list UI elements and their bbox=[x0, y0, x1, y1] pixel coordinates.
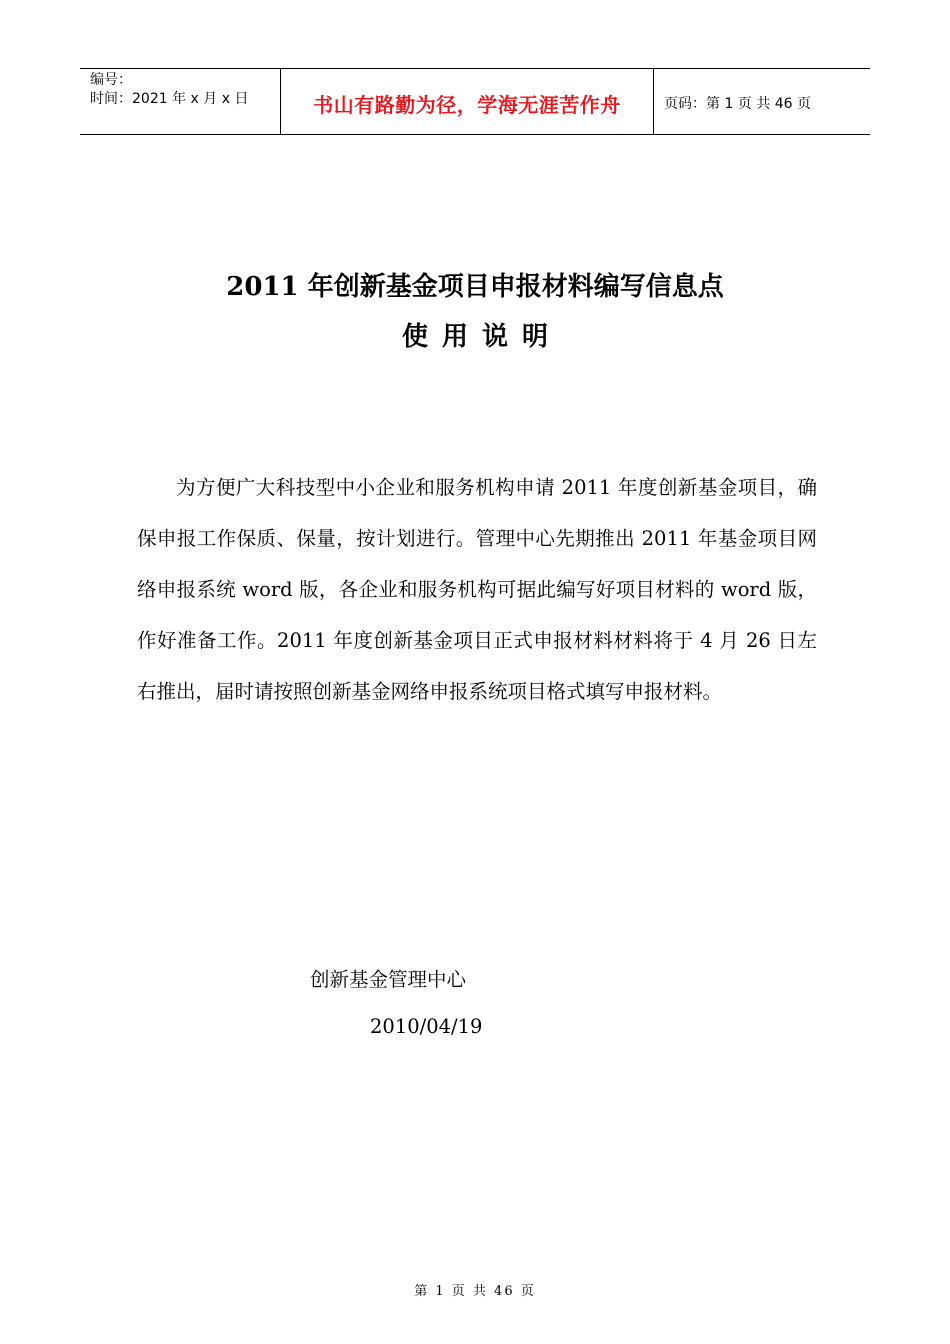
document-title: 2011 年创新基金项目申报材料编写信息点 bbox=[226, 272, 724, 302]
signature-organization: 创新基金管理中心 bbox=[310, 968, 467, 991]
document-number-label: 编号： bbox=[90, 72, 132, 88]
body-paragraph: 为方便广大科技型中小企业和服务机构申请 2011 年度创新基金项目，确保申报工作保质、保量，按计划进行。管理中心先期推出 2011 年基金项目网络申报系统 word 版，各企业和服务机构可据此编写好项目材料的 word 版，作好准备工作。2011 年度创新基金项目正式申报材料材料将于 4 月 26 日左右推出，届时请按照创新基金网络申报系统项目格式填写申报材料。 bbox=[137, 476, 817, 703]
document-time-label: 时间：2021 年 x 月 x 日 bbox=[90, 91, 249, 107]
document-subtitle: 使用说明 bbox=[401, 322, 562, 352]
header-motto: 书山有路勤为径，学海无涯苦作舟 bbox=[281, 69, 654, 134]
signature-date: 2010/04/19 bbox=[370, 1015, 483, 1038]
page-header bbox=[80, 68, 870, 135]
header-meta-cell bbox=[80, 69, 281, 134]
header-page-info: 页码：第 1 页 共 46 页 bbox=[664, 95, 811, 112]
page-footer: 第 1 页 共 46 页 bbox=[414, 1284, 536, 1299]
